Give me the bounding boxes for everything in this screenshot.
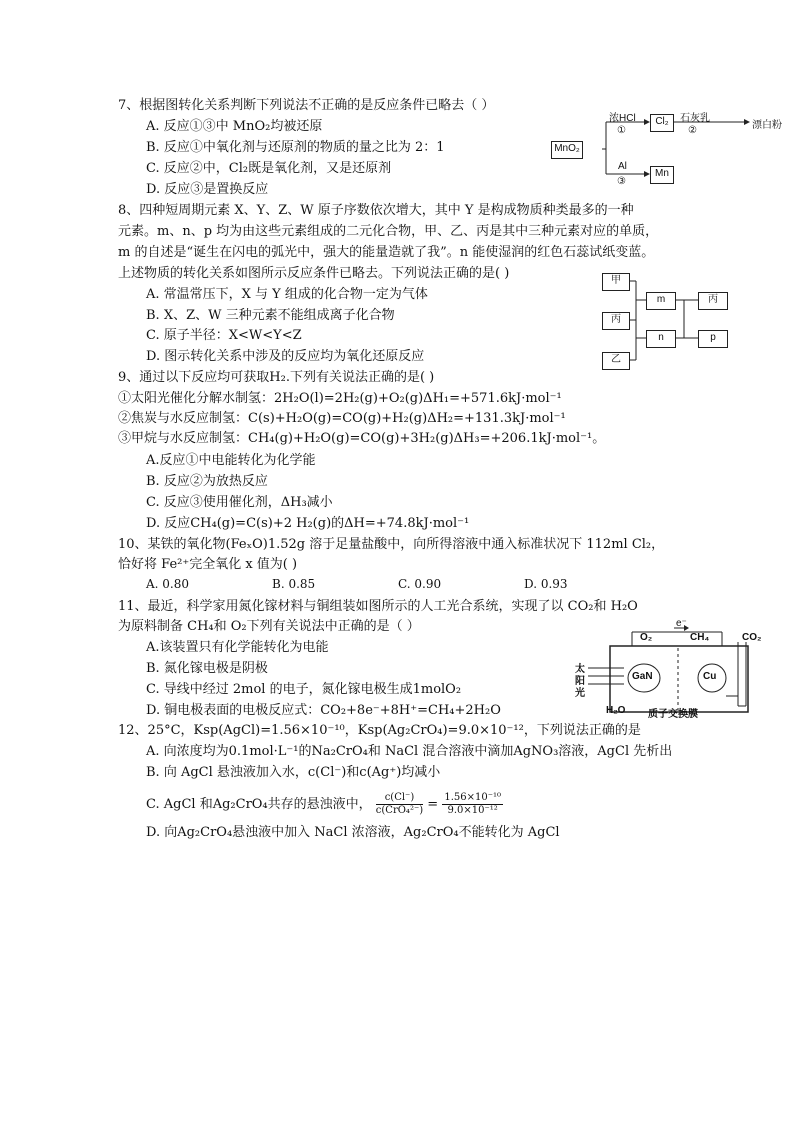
q9-stem: 9、通过以下反应均可获取H₂.下列有关说法正确的是( ) [118,370,435,385]
q9-option-a: A.反应①中电能转化为化学能 [146,453,316,468]
hcl-label: 浓HCl [609,113,636,124]
q12-option-a: A. 向浓度均为0.1mol·L⁻¹的Na₂CrO₄和 NaCl 混合溶液中滴加AgNO₃溶液，AgCl 先析出 [146,744,673,759]
p-box: p [698,330,728,348]
h2o-label: H₂O [606,705,626,716]
ratio-numerator: c(Cl⁻) [376,792,423,805]
q10-option-a: A. 0.80 [146,577,190,591]
sun-label-1: 太 [575,664,585,675]
al-label: Al [618,161,627,172]
q9-reaction-3: ③甲烷与水反应制氢：CH₄(g)+H₂O(g)=CO(g)+3H₂(g)ΔH₃=+206.1kJ·mol⁻¹。 [118,431,606,446]
gan-label: GaN [632,671,653,682]
q9-option-d: D. 反应CH₄(g)=C(s)+2 H₂(g)的ΔH=+74.8kJ·mol⁻¹ [146,516,470,531]
membrane-label: 质子交换膜 [648,709,698,720]
q8-stem-1: 8、四种短周期元素 X、Y、Z、W 原子序数依次增大，其中 Y 是构成物质种类最多的一种 [118,203,634,218]
q8-option-c: C. 原子半径：X<W<Y<Z [146,328,302,343]
electron-label: e⁻ [676,618,687,629]
q10-stem-2: 恰好将 Fe²⁺完全氧化 x 值为( ) [118,557,298,572]
jia-box: 甲 [602,273,630,291]
ch4-label: CH₄ [690,632,710,643]
q7-option-a: A. 反应①③中 MnO₂均被还原 [146,119,323,134]
step3-label: ③ [617,176,626,187]
q9-reaction-1: ①太阳光催化分解水制氢：2H₂O(l)=2H₂(g)+O₂(g)ΔH₁=+571.6kJ·mol⁻¹ [118,391,562,406]
q10-option-b: B. 0.85 [272,577,316,591]
q12-option-c [146,792,503,817]
lime-label: 石灰乳 [680,113,710,124]
o2-label: O₂ [640,632,653,643]
bleach-label: 漂白粉 [752,120,782,131]
q7-stem: 7、根据图转化关系判断下列说法不正确的是反应条件已略去（ ） [118,98,495,113]
q11-option-c: C. 导线中经过 2mol 的电子，氮化镓电极生成1molO₂ [146,682,462,697]
q9-reaction-2: ②焦炭与水反应制氢：C(s)+H₂O(g)=CO(g)+H₂(g)ΔH₂=+131.3kJ·mol⁻¹ [118,411,566,426]
cu-label: Cu [703,671,717,682]
q11-option-a: A.该装置只有化学能转化为电能 [146,640,329,655]
q9-option-b: B. 反应②为放热反应 [146,474,268,489]
q11-option-d: D. 铜电极表面的电极反应式：CO₂+8e⁻+8H⁺=CH₄+2H₂O [146,703,501,718]
q8-option-d: D. 图示转化关系中涉及的反应均为氧化还原反应 [146,349,425,364]
q10-option-c: C. 0.90 [398,577,442,591]
ksp-numerator: 1.56×10⁻¹⁰ [444,792,501,803]
q11-stem-1: 11、最近，科学家用氮化镓材料与铜组装如图所示的人工光合系统，实现了以 CO₂和 H₂O [118,599,638,614]
q8-option-b: B. X、Z、W 三种元素不能组成离子化合物 [146,308,395,323]
q8-stem-2: 元素。m、n、p 均为由这些元素组成的二元化合物，甲、乙、丙是其中三种元素对应的单质， [118,224,659,239]
q12-option-d: D. 向Ag₂CrO₄悬浊液中加入 NaCl 浓溶液，Ag₂CrO₄不能转化为 AgCl [146,825,560,840]
q10-stem-1: 10、某铁的氧化物(FeₓO)1.52g 溶于足量盐酸中，向所得溶液中通入标准状况下 112ml Cl₂， [118,537,665,552]
step2-label: ② [688,125,697,136]
step1-label: ① [617,125,626,136]
q7-option-c: C. 反应②中，Cl₂既是氧化剂，又是还原剂 [146,161,392,176]
m-box: m [646,292,676,310]
q12-option-b: B. 向 AgCl 悬浊液加入水，c(Cl⁻)和c(Ag⁺)均减小 [146,765,441,780]
q12-option-c-text: C. AgCl 和Ag₂CrO₄共存的悬浊液中， [146,797,372,812]
sun-label-2: 阳 [575,676,585,687]
q8-stem-4: 上述物质的转化关系如图所示反应条件已略去。下列说法正确的是( ) [118,266,510,281]
ksp-ratio [442,792,503,817]
mn-box: Mn [650,166,674,184]
n-box: n [646,330,676,348]
q11-stem-2: 为原料制备 CH₄和 O₂下列有关说法中正确的是（ ） [118,619,420,634]
sun-label-3: 光 [575,688,585,699]
q10-option-d: D. 0.93 [524,577,568,591]
bing-box-right: 丙 [698,292,728,310]
concentration-ratio [376,792,423,817]
yi-box: 乙 [602,352,630,370]
mno2-box: MnO₂ [551,141,583,159]
ratio-denominator: c(CrO₄²⁻) [375,805,424,816]
q11-option-b: B. 氮化镓电极是阴极 [146,661,268,676]
ratio-equals: = [427,797,439,812]
q8-option-a: A. 常温常压下，X 与 Y 组成的化合物一定为气体 [146,287,428,302]
bing-box-left: 丙 [602,312,630,330]
co2-label: CO₂ [742,632,762,643]
q12-stem: 12、25°C，Ksp(AgCl)=1.56×10⁻¹⁰，Ksp(Ag₂CrO₄)=9.0×10⁻¹²，下列说法正确的是 [118,723,641,738]
q8-stem-3: m 的自述是“诞生在闪电的弧光中，强大的能量造就了我”。n 能使湿润的红色石蕊试纸变蓝。 [118,245,655,260]
q7-option-b: B. 反应①中氧化剂与还原剂的物质的量之比为 2：1 [146,140,445,155]
q9-option-c: C. 反应③使用催化剂，ΔH₃减小 [146,495,333,510]
cl2-box: Cl₂ [650,114,674,132]
q7-option-d: D. 反应③是置换反应 [146,182,269,197]
ksp-denominator: 9.0×10⁻¹² [447,805,498,816]
